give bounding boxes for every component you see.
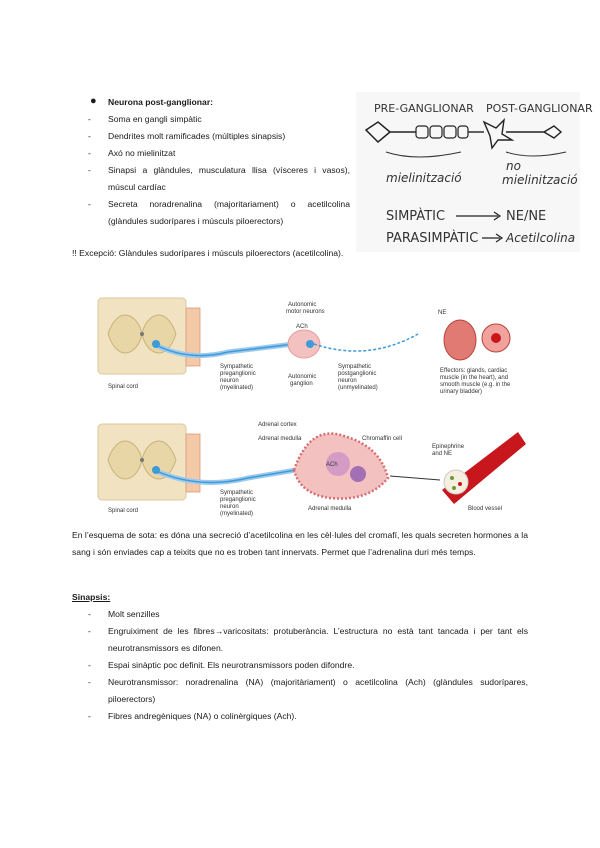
sketch-no: no [506,159,521,173]
svg-text:ganglion: ganglion [290,381,313,387]
svg-text:preganglionic: preganglionic [220,497,256,503]
svg-text:Effectors: glands, cardiac: Effectors: glands, cardiac [440,368,508,374]
svg-text:(unmyelinated): (unmyelinated) [338,385,378,391]
list-item: - Engruiximent de les fibres→varicositats: protuberància. L’estructura no està tant tancada i per tant els neurotransmissors es difonen. [88,626,528,653]
exception-note: !! Excepció: Glàndules sudorípares i músculs piloerectors (acetilcolina). [72,248,344,258]
list-item: - Sinapsi a glàndules, musculatura llisa (vísceres i vasos), múscul cardíac [88,165,350,192]
svg-text:Adrenal cortex: Adrenal cortex [258,422,297,428]
post-ganglionar-heading: Neurona post-ganglionar: [108,97,214,107]
svg-text:neuron: neuron [220,378,239,384]
d1-spinal-cord: Spinal cord [108,384,139,390]
svg-text:urinary bladder): urinary bladder) [440,389,483,395]
sketch-parasimpatic: PARASIMPÀTIC [386,231,479,246]
handwritten-neuron-sketch [356,92,593,252]
adrenal-medulla-diagram [98,418,526,522]
svg-text:muscle (in the heart), and: muscle (in the heart), and [440,375,509,381]
svg-text:Autonomic: Autonomic [288,374,317,380]
sketch-pre-label: PRE-GANGLIONAR [374,102,474,115]
list-item: - Dendrites molt ramificades (múltiples sinapsis) [88,131,286,141]
post-ganglionar-heading-row [88,94,350,111]
svg-text:smooth muscle (e.g. in the: smooth muscle (e.g. in the [440,382,511,388]
svg-text:neuron: neuron [338,378,357,384]
svg-text:motor neurons: motor neurons [286,309,325,315]
sketch-simpatic: SIMPÀTIC [386,209,446,224]
svg-text:Epinephrine: Epinephrine [432,444,465,450]
svg-text:(myelinated): (myelinated) [220,385,254,391]
svg-text:Sympathetic: Sympathetic [220,364,254,370]
svg-text:preganglionic: preganglionic [220,371,256,377]
svg-text:Sympathetic: Sympathetic [338,364,372,370]
svg-text:ACh: ACh [296,324,308,330]
svg-text:postganglionic: postganglionic [338,371,377,377]
sketch-no-mielin: mielinització [502,173,578,187]
svg-text:Adrenal medulla: Adrenal medulla [258,436,302,442]
list-item: - Axó no mielinitzat [88,148,176,158]
svg-text:neuron: neuron [220,504,239,510]
sinapsis-title: Sinapsis: [72,592,111,602]
svg-text:(myelinated): (myelinated) [220,511,254,517]
list-item: - Secreta noradrenalina (majoritariament) o acetilcolina (glàndules sudorípares i músculs piloerectors) [88,199,350,226]
svg-text:and NE: and NE [432,451,453,457]
bullet-dot: ● [90,95,97,107]
sketch-mielin: mielinització [386,171,462,185]
sympathetic-pathway-diagram [98,294,526,404]
svg-text:Autonomic: Autonomic [288,302,317,308]
svg-text:NE: NE [438,310,447,316]
list-item: - Neurotransmissor: noradrenalina (NA) (majoritàriament) o acetilcolina (Ach) (glàndules sudorípares, piloerectors) [88,677,528,704]
sketch-simpatic-result: NE/NE [506,209,547,224]
list-item: - Soma en gangli simpàtic [88,114,202,124]
heart-effector [444,320,476,360]
sketch-parasimpatic-result: Acetilcolina [506,231,576,245]
svg-text:Spinal cord: Spinal cord [108,508,139,514]
sinapsis-list [88,606,528,725]
sketch-post-label: POST-GANGLIONAR [486,102,593,115]
post-ganglionar-section [88,94,350,230]
svg-text:Blood vessel: Blood vessel [468,506,503,512]
cromafi-paragraph: En l’esquema de sota: es dóna una secreció d’acetilcolina en les cèl·lules del cromafí, les quals secreten hormones a la sang i són enviades cap a teixits que no es troben tant innervats. Permet que l’adrenalina duri més temps. [72,530,528,557]
svg-text:Chromaffin cell: Chromaffin cell [362,436,402,442]
svg-text:ACh: ACh [326,462,338,468]
list-item: - Molt senzilles [88,609,160,619]
list-item: - Espai sinàptic poc definit. Els neurotransmissors poden difondre. [88,660,355,670]
svg-text:Adrenal medulla: Adrenal medulla [308,506,352,512]
svg-text:Sympathetic: Sympathetic [220,490,254,496]
list-item: - Fibres andregèniques (NA) o colinèrgiques (Ach). [88,711,297,721]
